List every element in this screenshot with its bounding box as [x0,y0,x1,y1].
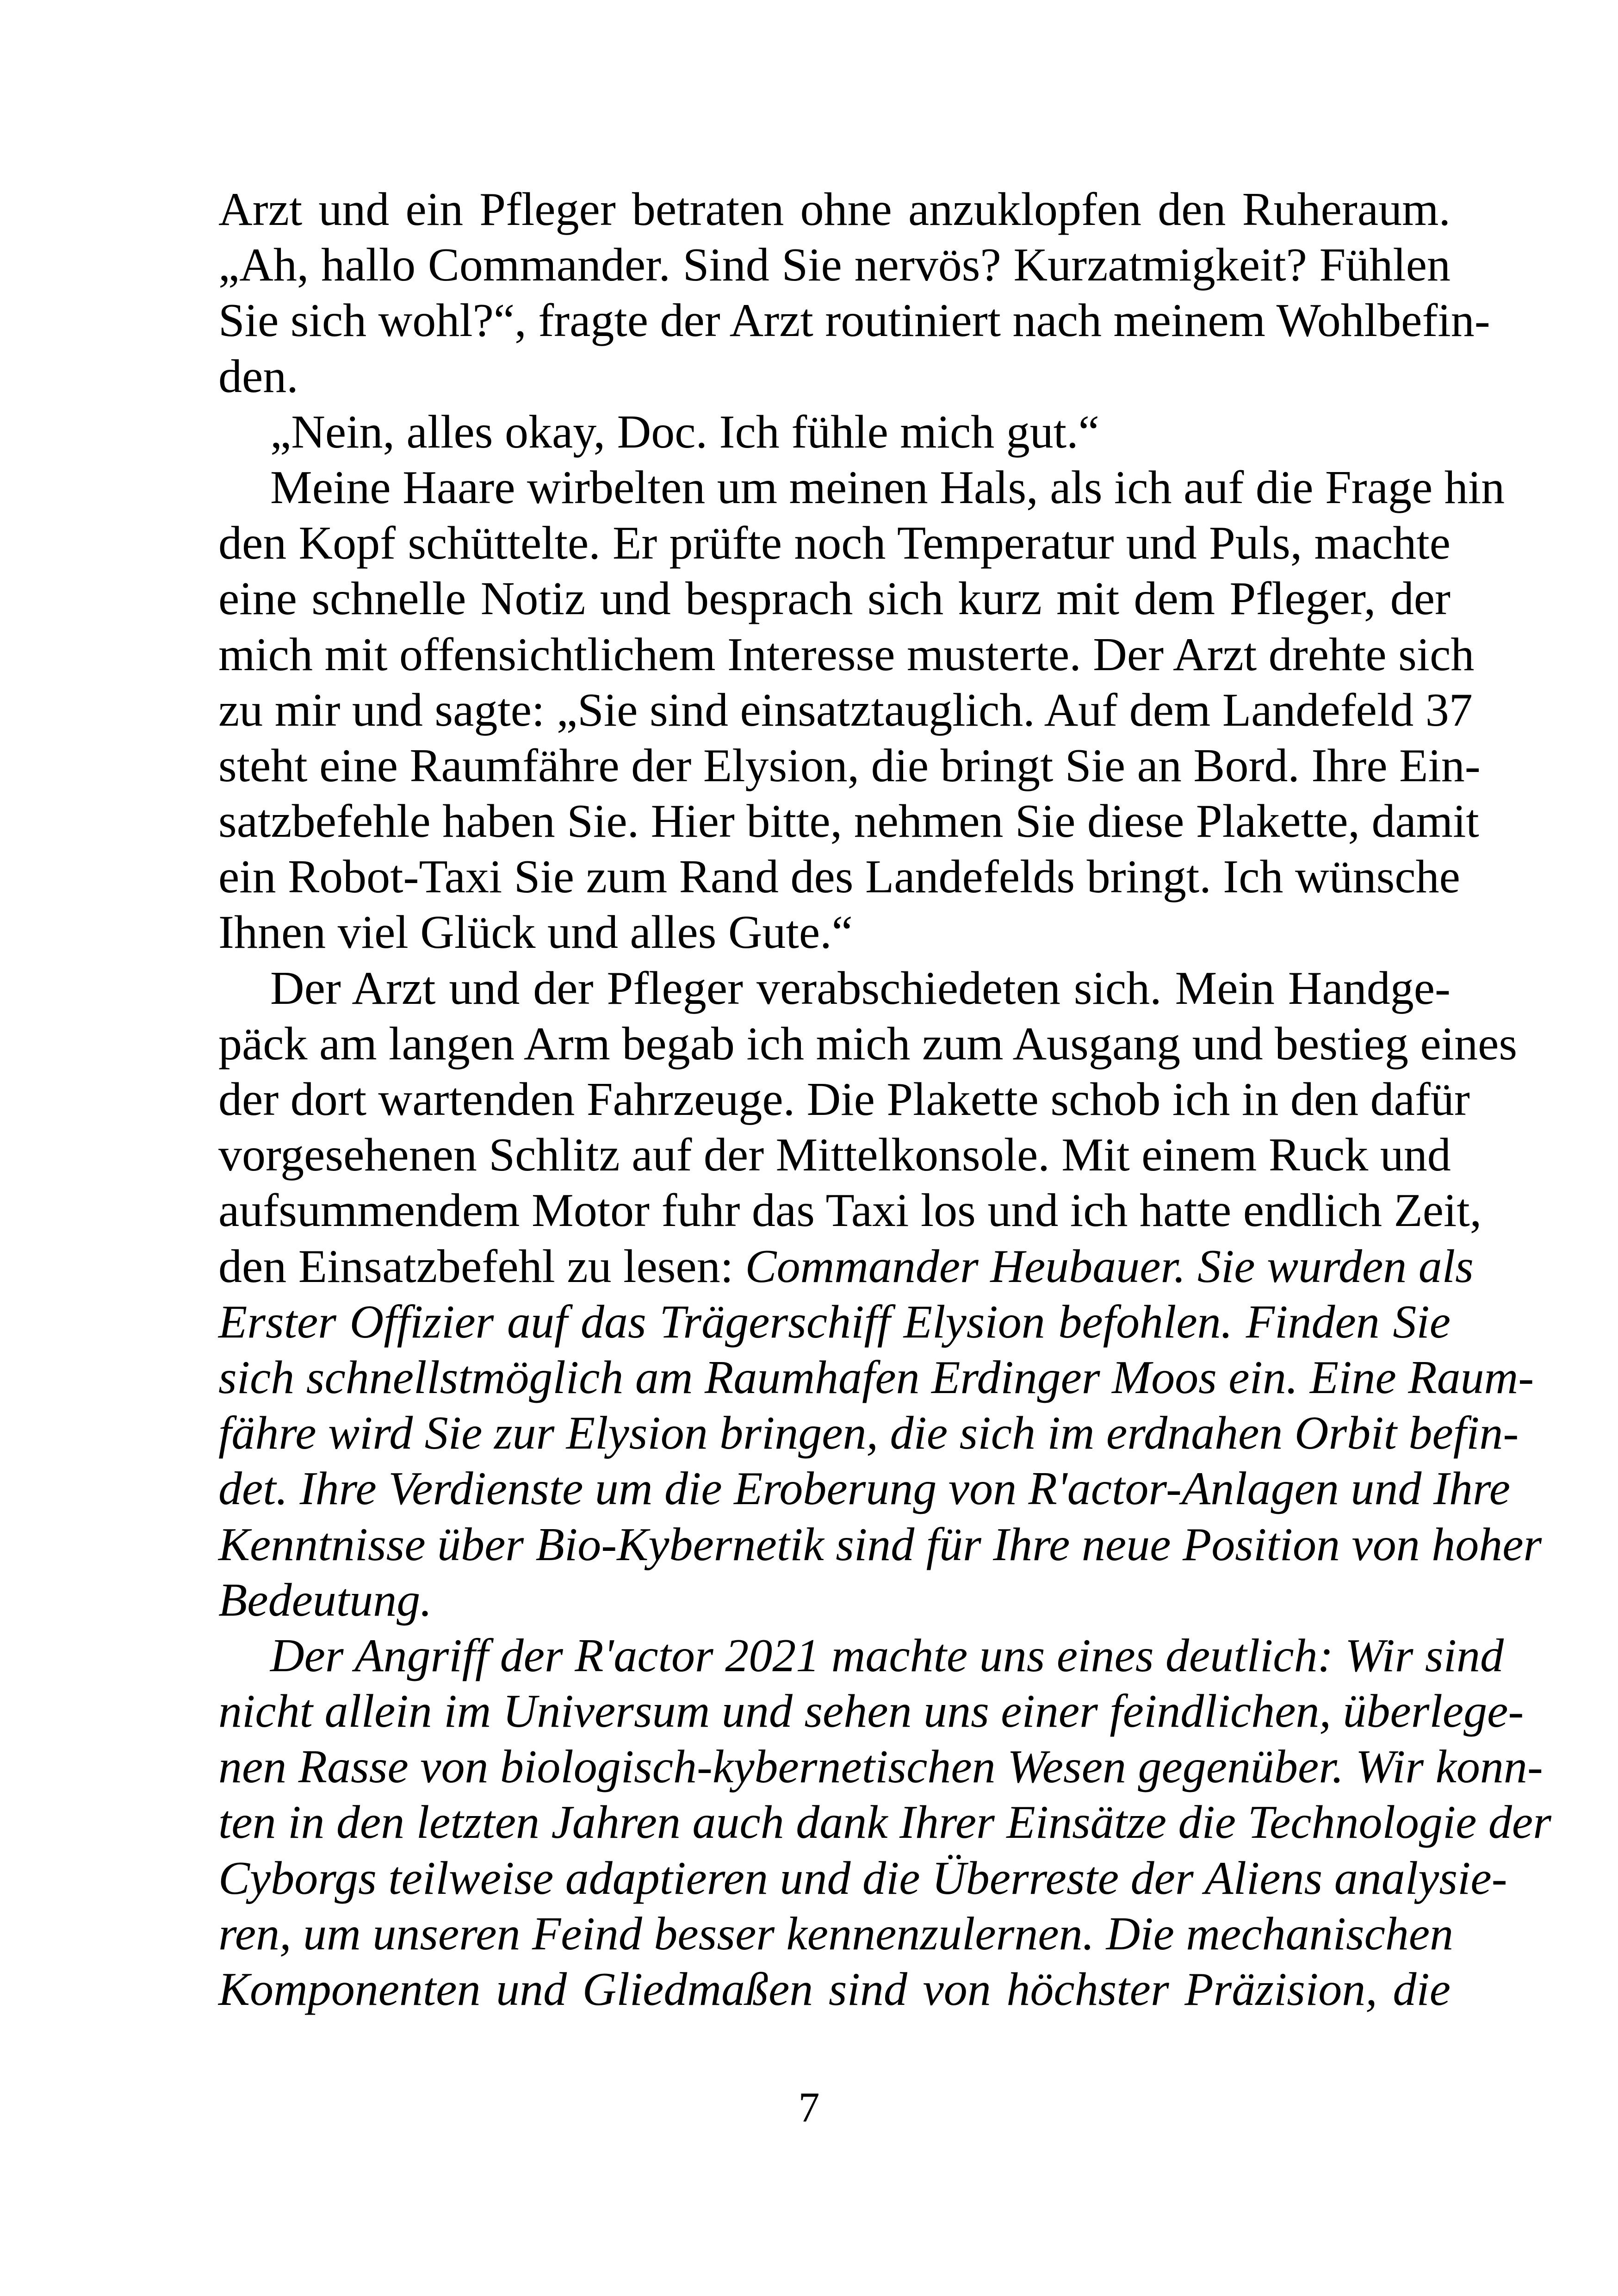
italic-text: Kenntnisse über Bio-Kybernetik sind für Ihre neue Position von hoher [218,1518,1542,1571]
text-segment: zu mir und sagte: „Sie sind einsatztauglich. Auf dem Landefeld 37 [218,684,1473,736]
page-number: 7 [798,2084,820,2131]
italic-text: ten in den letzten Jahren auch dank Ihrer Einsätze die Technologie der [218,1796,1551,1849]
text-line [218,1684,1524,1739]
text-segment: der dort wartenden Fahrzeuge. Die Plakette schob ich in den dafür [218,1073,1470,1126]
italic-text: Erster Offizier auf das Trägerschiff Elysion befohlen. Finden Sie [218,1295,1451,1348]
text-line [218,1739,1543,1795]
text-line [218,1962,1451,2017]
text-line [218,1573,1451,1628]
italic-text: ren, um unseren Feind besser kennenzulernen. Die mechanischen [218,1907,1454,1960]
text-line [218,1016,1518,1072]
italic-text: Komponenten und Gliedmaßen sind von höchster Präzision, die [218,1963,1451,2016]
text-line [218,404,1451,460]
text-segment: den. [218,350,298,403]
text-line [218,1906,1454,1962]
text-segment: „Nein, alles okay, Doc. Ich fühle mich gut.“ [270,405,1099,458]
italic-text: nen Rasse von biologisch-kybernetischen Wesen gegenüber. Wir konn- [218,1741,1543,1793]
text-line [218,1294,1451,1350]
text-line [218,1127,1451,1183]
text-segment: steht eine Raumfähre der Elysion, die bringt Sie an Bord. Ihre Ein- [218,739,1481,792]
body-text [218,182,1551,2017]
text-line [218,1406,1519,1461]
italic-text: Cyborgs teilweise adaptieren und die Überreste der Aliens analysie- [218,1852,1507,1904]
text-segment: mich mit offensichtlichem Interesse musterte. Der Arzt drehte sich [218,628,1475,681]
text-segment: päck am langen Arm begab ich mich zum Ausgang und bestieg eines [218,1017,1518,1070]
text-line [218,293,1490,348]
text-line [218,1183,1482,1238]
text-segment: ein Robot-Taxi Sie zum Rand des Landefelds bringt. Ich wünsche [218,851,1460,903]
text-segment: aufsummendem Motor fuhr das Taxi los und ich hatte endlich Zeit, [218,1184,1482,1237]
italic-text: Commander Heubauer. Sie wurden als [745,1240,1474,1293]
text-segment: satzbefehle haben Sie. Hier bitte, nehmen Sie diese Plakette, damit [218,795,1479,848]
text-line [218,961,1451,1016]
text-line [218,683,1473,738]
text-segment: den Einsatzbefehl zu lesen: [218,1240,745,1293]
text-line [218,349,1451,404]
text-segment: „Ah, hallo Commander. Sind Sie nervös? Kurzatmigkeit? Fühlen [218,239,1451,292]
text-segment: Meine Haare wirbelten um meinen Hals, als ich auf die Frage hin [270,461,1505,514]
text-line [218,1517,1542,1573]
text-line [218,1350,1534,1406]
text-line [218,237,1451,293]
text-segment: Ihnen viel Glück und alles Gute.“ [218,906,853,959]
text-line [218,1795,1551,1850]
text-line [218,1628,1504,1684]
text-line [218,1239,1474,1294]
italic-text: nicht allein im Universum und sehen uns einer feindlichen, überlege- [218,1685,1524,1738]
text-line [218,738,1481,794]
italic-text: Bedeutung. [218,1574,432,1626]
text-segment: vorgesehenen Schlitz auf der Mittelkonsole. Mit einem Ruck und [218,1129,1451,1182]
text-line [218,849,1460,905]
text-segment: den Kopf schüttelte. Er prüfte noch Temperatur und Puls, machte [218,517,1451,570]
italic-text: det. Ihre Verdienste um die Eroberung von R'actor-Anlagen und Ihre [218,1462,1511,1515]
text-segment: Der Arzt und der Pfleger verabschiedeten sich. Mein Handge- [270,962,1451,1014]
text-segment: Sie sich wohl?“, fragte der Arzt routiniert nach meinem Wohlbefin- [218,294,1490,347]
text-line [218,1072,1470,1127]
text-line [218,182,1451,237]
text-segment: Arzt und ein Pfleger betraten ohne anzuklopfen den Ruheraum. [218,183,1451,236]
text-line [218,571,1451,627]
text-line [218,1851,1507,1906]
text-line [218,516,1451,571]
text-line [218,1461,1511,1517]
italic-text: fähre wird Sie zur Elysion bringen, die sich im erdnahen Orbit befin- [218,1407,1519,1460]
text-line [218,627,1475,683]
italic-text: Der Angriff der R'actor 2021 machte uns eines deutlich: Wir sind [270,1629,1504,1682]
text-line [218,460,1505,516]
italic-text: sich schnellstmöglich am Raumhafen Erdinger Moos ein. Eine Raum- [218,1351,1534,1404]
text-line [218,905,1451,960]
text-line [218,794,1479,849]
text-segment: eine schnelle Notiz und besprach sich kurz mit dem Pfleger, der [218,572,1451,625]
